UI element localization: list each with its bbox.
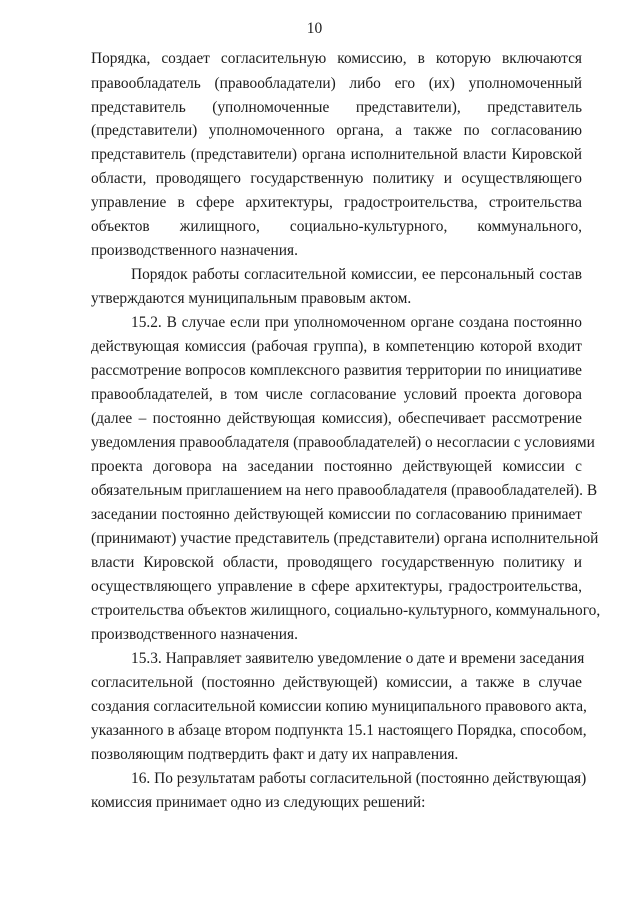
text-line: 16. По результатам работы согласительной (постоянно действующая) bbox=[131, 770, 587, 787]
text-line: заседании постоянно действующей комиссии по согласованию принимает bbox=[91, 506, 582, 523]
text-line: (представители) уполномоченного органа, а также по согласованию bbox=[91, 122, 582, 139]
text-line: представитель (представители) органа исполнительной власти Кировской bbox=[91, 146, 582, 163]
text-line: (далее – постоянно действующая комиссия), обеспечивает рассмотрение bbox=[91, 410, 582, 427]
text-line: указанного в абзаце втором подпункта 15.1 настоящего Порядка, способом, bbox=[91, 722, 587, 739]
text-line: осуществляющего управление в сфере архитектуры, градостроительства, bbox=[91, 578, 582, 595]
text-line: правообладателей, в том числе согласование условий проекта договора bbox=[91, 386, 582, 403]
text-line: комиссия принимает одно из следующих решений: bbox=[91, 794, 426, 811]
text-line: согласительной (постоянно действующей) комиссии, а также в случае bbox=[91, 674, 582, 691]
text-line: рассмотрение вопросов комплексного развития территории по инициативе bbox=[91, 362, 582, 379]
page-number: 10 bbox=[306, 20, 323, 37]
text-line: 15.2. В случае если при уполномоченном органе создана постоянно bbox=[131, 314, 582, 331]
text-line: объектов жилищного, социально-культурного, коммунального, bbox=[91, 218, 582, 235]
text-line: создания согласительной комиссии копию муниципального правового акта, bbox=[91, 698, 587, 715]
text-line: действующая комиссия (рабочая группа), в компетенцию которой входит bbox=[91, 338, 582, 355]
text-line: правообладатель (правообладатели) либо его (их) уполномоченный bbox=[91, 75, 582, 92]
text-line: позволяющим подтвердить факт и дату их направления. bbox=[91, 746, 459, 763]
text-line: обязательным приглашением на него правообладателя (правообладателей). В bbox=[91, 482, 598, 499]
text-line: управление в сфере архитектуры, градостроительства, строительства bbox=[91, 194, 582, 211]
text-line: 15.3. Направляет заявителю уведомление о дате и времени заседания bbox=[131, 650, 585, 667]
text-line: представитель (уполномоченные представители), представитель bbox=[91, 99, 582, 116]
text-line: области, проводящего государственную политику и осуществляющего bbox=[91, 170, 582, 187]
text-line: производственного назначения. bbox=[91, 242, 298, 259]
text-line: Порядок работы согласительной комиссии, ее персональный состав bbox=[131, 266, 582, 283]
text-line: строительства объектов жилищного, социально-культурного, коммунального, bbox=[91, 602, 601, 619]
text-line: уведомления правообладателя (правообладателей) о несогласии с условиями bbox=[91, 434, 595, 451]
text-line: власти Кировской области, проводящего государственную политику и bbox=[91, 554, 582, 571]
text-line: производственного назначения. bbox=[91, 626, 298, 643]
text-line: Порядка, создает согласительную комиссию, в которую включаются bbox=[91, 50, 582, 67]
text-line: проекта договора на заседании постоянно действующей комиссии с bbox=[91, 458, 582, 475]
text-line: утверждаются муниципальным правовым актом. bbox=[91, 290, 412, 307]
text-line: (принимают) участие представитель (представители) органа исполнительной bbox=[91, 530, 599, 547]
